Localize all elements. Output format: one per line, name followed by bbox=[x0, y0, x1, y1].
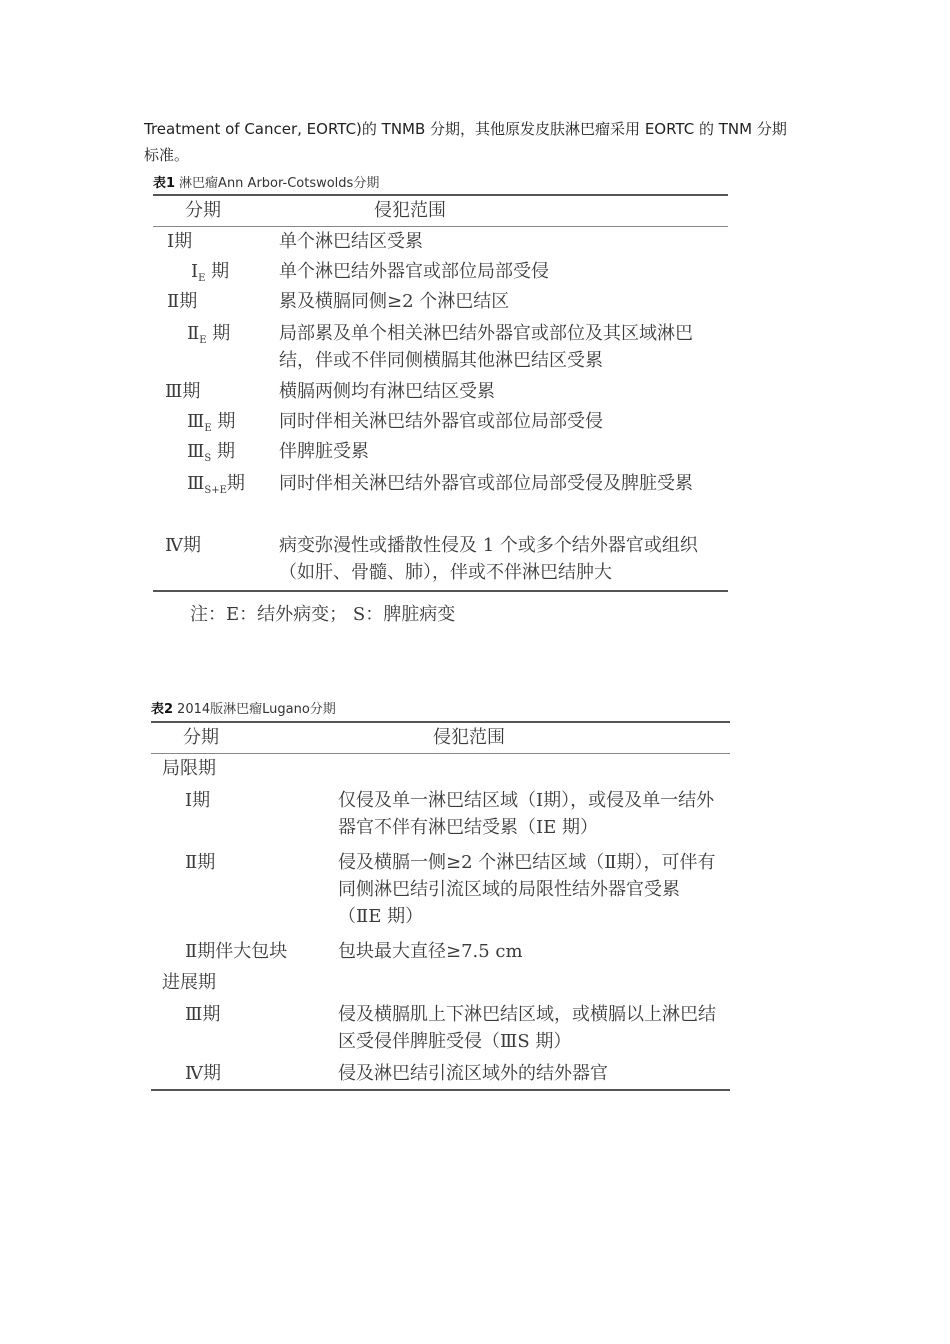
table2-row-6-stage: Ⅲ期 bbox=[185, 1004, 221, 1025]
table1-row-4-stage: $Ⅱ_E$ 期 bbox=[187, 323, 231, 346]
table2-row-7-stage: Ⅳ期 bbox=[185, 1063, 221, 1084]
table2-header-rule bbox=[151, 753, 730, 754]
table1-row-2-stage: $Ⅰ_E$ 期 bbox=[191, 261, 230, 284]
table1-row-1-desc: 单个淋巴结区受累 bbox=[279, 231, 423, 252]
table2-row-5-stage: 进展期 bbox=[162, 972, 216, 993]
table1-row-3-stage: Ⅱ期 bbox=[167, 291, 198, 312]
table2-header-stage: 分期 bbox=[183, 727, 219, 748]
table2-top-rule bbox=[151, 721, 730, 723]
table2-row-4-desc: 包块最大直径≥7.5 cm bbox=[338, 941, 523, 962]
table2-row-3-stage: Ⅱ期 bbox=[185, 852, 216, 873]
table1-row-9-stage: Ⅳ期 bbox=[165, 535, 201, 556]
table1-row-9-desc: 病变弥漫性或播散性侵及 1 个或多个结外器官或组织（如肝、骨髓、肺），伴或不伴淋巴结肿大 bbox=[279, 535, 698, 583]
table1-row-7-stage: $Ⅲ_S$ 期 bbox=[187, 441, 235, 464]
table2-row-2-stage: Ⅰ期 bbox=[185, 790, 211, 811]
table2-row-2-desc: 仅侵及单一淋巴结区域（Ⅰ期），或侵及单一结外器官不伴有淋巴结受累（ⅠE 期） bbox=[338, 790, 715, 838]
table1-row-1-stage: Ⅰ期 bbox=[167, 231, 193, 252]
table1-note: 注：E：结外病变； S：脾脏病变 bbox=[190, 604, 456, 625]
table1-row-8-desc: 同时伴相关淋巴结外器官或部位局部受侵及脾脏受累 bbox=[279, 473, 693, 494]
intro-paragraph bbox=[144, 116, 824, 168]
table2-row-1-stage: 局限期 bbox=[162, 758, 216, 779]
intro-line-2: 标准。 bbox=[144, 146, 190, 164]
table2-caption bbox=[151, 698, 336, 717]
table1-label: 表1 bbox=[153, 176, 176, 191]
table1-caption bbox=[153, 172, 379, 191]
table1-row-5-desc: 横膈两侧均有淋巴结区受累 bbox=[279, 381, 495, 402]
table1-row-3-desc: 累及横膈同侧≥2 个淋巴结区 bbox=[279, 291, 510, 312]
table1-row-7-desc: 伴脾脏受累 bbox=[279, 441, 369, 462]
table1-header-stage: 分期 bbox=[185, 200, 221, 221]
table1-title: 淋巴瘤Ann Arbor-Cotswolds分期 bbox=[179, 176, 380, 191]
table1-header-rule bbox=[153, 226, 728, 227]
table2-header-scope: 侵犯范围 bbox=[433, 727, 505, 748]
table1-row-5-stage: Ⅲ期 bbox=[165, 381, 201, 402]
table1-row-8-stage: $Ⅲ_{S+E}$期 bbox=[187, 473, 245, 496]
table1-bottom-rule bbox=[153, 590, 728, 592]
table2-row-6-desc: 侵及横膈肌上下淋巴结区域，或横膈以上淋巴结区受侵伴脾脏受侵（ⅢS 期） bbox=[338, 1004, 716, 1052]
table1-row-6-desc: 同时伴相关淋巴结外器官或部位局部受侵 bbox=[279, 411, 603, 432]
table2-row-3-desc: 侵及横膈一侧≥2 个淋巴结区域（Ⅱ期），可伴有同侧淋巴结引流区域的局限性结外器官受累（ⅡE 期） bbox=[338, 852, 716, 927]
table1-row-2-desc: 单个淋巴结外器官或部位局部受侵 bbox=[279, 261, 549, 282]
table2-row-4-stage: Ⅱ期伴大包块 bbox=[185, 941, 288, 962]
table2-bottom-rule bbox=[151, 1089, 730, 1091]
table1-top-rule bbox=[153, 194, 728, 196]
table2-label: 表2 bbox=[151, 702, 174, 717]
intro-line-1: Treatment of Cancer, EORTC)的 TNMB 分期，其他原发皮肤淋巴瘤采用 EORTC 的 TNM 分期 bbox=[144, 120, 787, 138]
table1-row-4-desc: 局部累及单个相关淋巴结外器官或部位及其区域淋巴结，伴或不伴同侧横膈其他淋巴结区受累 bbox=[279, 323, 693, 371]
table1-header-scope: 侵犯范围 bbox=[374, 200, 446, 221]
table2-title: 2014版淋巴瘤Lugano分期 bbox=[177, 702, 336, 717]
table1-row-6-stage: $Ⅲ_E$ 期 bbox=[187, 411, 236, 434]
table2-row-7-desc: 侵及淋巴结引流区域外的结外器官 bbox=[338, 1063, 608, 1084]
